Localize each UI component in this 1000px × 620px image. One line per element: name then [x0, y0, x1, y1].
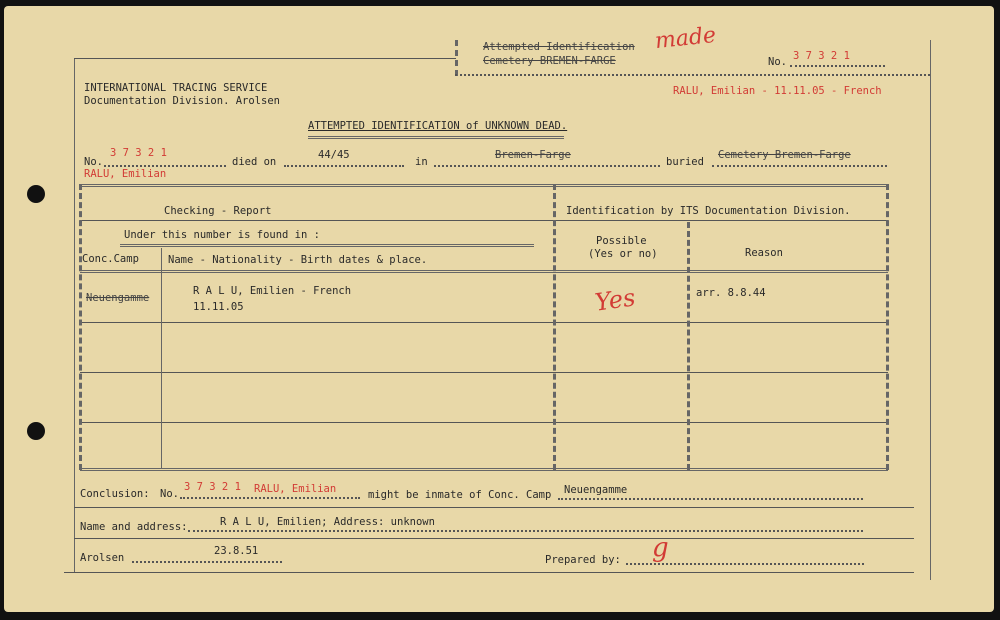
- conclusion-no-dots: [180, 497, 360, 499]
- bottom-frame-line: [64, 572, 914, 573]
- doc-no-dots: [790, 65, 885, 67]
- buried-value: Cemetery Bremen-Farge: [718, 149, 851, 161]
- top-frame-line: [74, 58, 456, 59]
- no-dots: [104, 165, 226, 167]
- table-mid-divider: [553, 184, 556, 470]
- died-on-value: 44/45: [318, 149, 350, 161]
- buried-label: buried: [666, 156, 704, 168]
- in-value: Bremen-Farge: [495, 149, 571, 161]
- table-top-line: [80, 184, 888, 187]
- checking-report-header: Checking - Report: [164, 205, 272, 217]
- col-possible-header-2: (Yes or no): [588, 248, 658, 260]
- prepared-by-label: Prepared by:: [545, 554, 621, 566]
- died-on-dots: [284, 165, 404, 167]
- possible-reason-divider: [687, 222, 690, 470]
- buried-dots: [712, 165, 887, 167]
- stamp-box-bottom: [455, 74, 930, 76]
- red-name: RALU, Emilian: [84, 168, 167, 180]
- table-right-border: [886, 184, 889, 470]
- conclusion-no-value: 3 7 3 2 1: [184, 481, 241, 493]
- form-title: ATTEMPTED IDENTIFICATION of UNKNOWN DEAD.: [308, 120, 568, 132]
- might-be-label: might be inmate of Conc. Camp: [368, 489, 552, 501]
- conclusion-no-label: No.: [160, 488, 179, 500]
- no-label: No.: [84, 156, 103, 168]
- date-value: 23.8.51: [214, 545, 259, 557]
- org-name: INTERNATIONAL TRACING SERVICE: [84, 82, 268, 94]
- right-margin-line: [930, 40, 931, 580]
- address-rule: [74, 538, 914, 539]
- stamp-line-2: Cemetery BREMEN-FARGE: [483, 55, 616, 67]
- camp-name-divider: [161, 248, 162, 468]
- title-double-underline: [308, 136, 564, 139]
- address-value: R A L U, Emilien; Address: unknown: [220, 516, 435, 528]
- stamp-box-left: [455, 40, 458, 76]
- row-rule-1: [80, 322, 888, 323]
- col-camp-header: Conc.Camp: [82, 253, 139, 265]
- prepared-dots: [626, 563, 864, 565]
- column-header-rule: [80, 270, 888, 273]
- row-rule-2: [80, 372, 888, 373]
- doc-no-value: 3 7 3 2 1: [793, 50, 850, 62]
- conclusion-label: Conclusion:: [80, 488, 150, 500]
- col-possible-header-1: Possible: [596, 235, 647, 247]
- place-label: Arolsen: [80, 552, 125, 564]
- found-in-label: Under this number is found in :: [124, 229, 320, 241]
- col-reason-header: Reason: [745, 247, 783, 259]
- address-label: Name and address:: [80, 521, 188, 533]
- table-left-border: [79, 184, 82, 470]
- died-on-label: died on: [232, 156, 277, 168]
- row-name-line2: 11.11.05: [193, 301, 244, 313]
- in-dots: [434, 165, 660, 167]
- stamp-line-1: Attempted Identification: [483, 41, 635, 53]
- table-subheader-rule: [120, 244, 534, 247]
- conclusion-red-name: RALU, Emilian: [254, 483, 337, 495]
- table-bottom-line: [80, 468, 888, 471]
- prepared-mark: g: [652, 533, 669, 563]
- doc-no-label: No.: [768, 56, 787, 68]
- row-possible: Yes: [593, 283, 638, 317]
- row-reason: arr. 8.8.44: [696, 287, 766, 299]
- row-rule-3: [80, 422, 888, 423]
- conclusion-rule: [74, 507, 914, 508]
- col-name-header: Name - Nationality - Birth dates & place.: [168, 254, 428, 266]
- row-camp: Neuengamme: [86, 292, 150, 304]
- date-dots: [132, 561, 282, 563]
- no-value: 3 7 3 2 1: [110, 147, 167, 159]
- punch-hole-bottom: [27, 422, 45, 440]
- table-header-rule: [80, 220, 888, 221]
- org-division: Documentation Division. Arolsen: [84, 95, 280, 107]
- camp-dots: [558, 498, 863, 500]
- handwritten-made-note: made: [653, 22, 718, 55]
- red-person-line: RALU, Emilian - 11.11.05 - French: [673, 85, 882, 97]
- left-margin-line: [74, 58, 75, 573]
- conclusion-camp: Neuengamme: [564, 484, 628, 496]
- row-name-line1: R A L U, Emilien - French: [193, 285, 352, 297]
- address-dots: [188, 530, 863, 532]
- in-label: in: [415, 156, 428, 168]
- punch-hole-top: [27, 185, 45, 203]
- ident-header: Identification by ITS Documentation Division.: [566, 205, 851, 217]
